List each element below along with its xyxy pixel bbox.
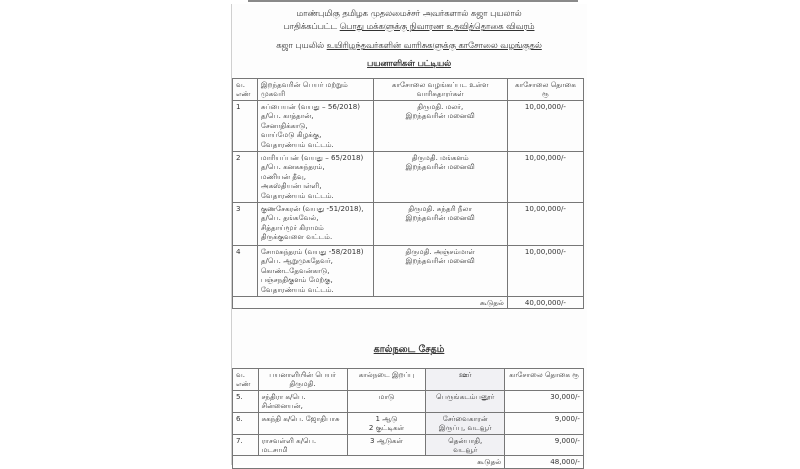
serial-cell: 2 — [233, 151, 258, 202]
recipient-line: திருமதி. அஞ்சம்மாள் — [405, 246, 475, 256]
table-header-row — [233, 369, 584, 391]
amount-cell: 10,00,000/- — [507, 245, 583, 296]
table-body — [233, 100, 584, 296]
village-cell — [426, 412, 505, 434]
loss-line: மாடு — [378, 391, 395, 401]
serial-cell: 7. — [233, 434, 259, 456]
recipient-line: இறந்தவரின் மனைவி — [405, 111, 475, 121]
deceased-beneficiaries-table — [232, 78, 584, 309]
address-line: சுப்பையன் (வயது – 56/2018) — [260, 101, 361, 111]
header-line-2-prefix: பாதிக்கப்பட்ட — [283, 21, 338, 31]
recipient-cell — [373, 100, 507, 151]
header-recipient: காசோலை வழங்கப்பட உள்ள வாரிசுதாரர்கள் — [373, 79, 507, 101]
address-line: பஞ்சநதிகுளம் மேற்கு, — [260, 275, 333, 285]
livestock-loss-table — [232, 368, 584, 469]
recipient-cell — [373, 202, 507, 245]
loss-line: 2 குட்டிகள் — [368, 423, 405, 433]
recipient-line: திருமதி. மங்களம் — [411, 152, 469, 162]
serial-cell: 1 — [233, 100, 258, 151]
loss-line: 3 ஆடுகள் — [369, 435, 403, 445]
livestock-loss-cell — [347, 412, 426, 434]
address-line: த/பெ. ஆறுமுகதேவர், — [260, 256, 333, 266]
beneficiary-list-title: பயனாளிகள் பட்டியல் — [367, 58, 451, 68]
amount-cell: 10,00,000/- — [507, 100, 583, 151]
address-line: அகஸ்தியன்பள்ளி, — [260, 181, 322, 191]
recipient-cell — [373, 151, 507, 202]
header-line-3-underlined: உயிரிழந்தவர்களின் வாரிசுகளுக்கு காசோலை வழங்குதல் — [326, 40, 542, 50]
address-line: த/பெ. கனகசுந்தரம், — [260, 162, 325, 172]
total-row — [233, 456, 584, 468]
header-serial: வ. எண் — [233, 79, 258, 101]
village-cell — [426, 434, 505, 456]
table-row — [233, 245, 584, 296]
table-row — [233, 151, 584, 202]
recipient-line: திருமதி. மலர், — [417, 101, 464, 111]
serial-cell: 6. — [233, 412, 259, 434]
amount-cell: 9,000/- — [505, 434, 584, 456]
header-name: பயனாளியின் பெயர் திருமதி. — [258, 369, 347, 391]
header-line-3-prefix: கஜா புயலில் — [276, 40, 325, 50]
address-line: மணியன் தீவு, — [260, 171, 307, 181]
address-line: வேதாரண்யம் வட்டம். — [260, 284, 334, 294]
address-line: மாரியப்பன் (வயது – 65/2018) — [260, 152, 364, 162]
serial-cell: 3 — [233, 202, 258, 245]
table-row — [233, 202, 584, 245]
address-line: வாய்மேடு கிழக்கு, — [260, 130, 322, 140]
address-line: சேனாதிக்காடு, — [260, 120, 308, 130]
address-line: த/பெ. காத்தான், — [260, 111, 314, 121]
table-row — [233, 412, 584, 434]
table-row — [233, 434, 584, 456]
recipient-line: இறந்தவரின் மனைவி — [405, 162, 475, 172]
beneficiary-name-cell: சுகந்தி க/பெ. ஜோதிபாசு — [258, 412, 347, 434]
table-body — [233, 390, 584, 456]
address-line: குணசேகரன் (வயது -51/2018), — [260, 203, 364, 213]
address-line: த/பெ. தங்கவேல், — [260, 213, 319, 223]
header-line-2 — [231, 21, 587, 33]
table-row — [233, 100, 584, 151]
name-address-cell — [257, 100, 373, 151]
amount-cell: 10,00,000/- — [507, 202, 583, 245]
address-line: சித்தாய்மூர் கிராமம் — [260, 222, 324, 232]
livestock-loss-title: கால்நடை சேதம் — [373, 344, 445, 355]
total-label: கூடுதல் — [233, 456, 505, 468]
header-amount: காசோலை தொகை ரூ — [505, 369, 584, 391]
header-amount: காசோலை தொகை ரூ — [507, 79, 583, 101]
header-line-3 — [231, 40, 587, 52]
recipient-cell — [373, 245, 507, 296]
amount-cell: 9,000/- — [505, 412, 584, 434]
serial-cell: 4 — [233, 245, 258, 296]
beneficiary-name-cell: சந்திரா க/பெ. சின்னையன், — [258, 390, 347, 412]
header-village: ஊர் — [426, 369, 505, 391]
recipient-line: இறந்தவரின் மனைவி — [405, 256, 475, 266]
table-row — [233, 390, 584, 412]
livestock-loss-cell — [347, 390, 426, 412]
amount-cell: 10,00,000/- — [507, 151, 583, 202]
header-line-1: மாண்புமிகு தமிழக முதலமைச்சர் அவர்களால் கஜா புயலால் — [296, 8, 522, 18]
address-line: கொண்டதேவன்காடு, — [260, 265, 330, 275]
address-line: திருக்குவளை வட்டம். — [260, 232, 333, 242]
total-value: 48,000/- — [505, 456, 584, 468]
top-border — [248, 0, 578, 2]
village-line: இருப்பு, வடவூர் — [438, 423, 492, 433]
total-row — [233, 296, 584, 308]
address-line: வேதாரண்யம் வட்டம். — [260, 190, 334, 200]
recipient-line: திருமதி. சுந்தரி நீலா — [408, 203, 473, 213]
village-line: பெருங்கடம்பனூர் — [436, 391, 495, 401]
beneficiary-name-cell: ராசவள்ளி க/பெ. மடசாமி — [258, 434, 347, 456]
serial-cell: 5. — [233, 390, 259, 412]
loss-line: 1 ஆடு — [375, 413, 398, 423]
header-loss: கால்நடை இறப்பு — [347, 369, 426, 391]
address-line: சோமசுந்தரம் (வயது -58/2018) — [260, 246, 364, 256]
total-label: கூடுதல் — [233, 296, 508, 308]
village-line: தென்பாதி, — [448, 435, 483, 445]
village-cell — [426, 390, 505, 412]
amount-cell: 30,000/- — [505, 390, 584, 412]
total-value: 40,00,000/- — [507, 296, 583, 308]
header-name-address: இறந்தவரின் பெயர் மற்றும் முகவரி — [257, 79, 373, 101]
name-address-cell — [257, 202, 373, 245]
table-header-row — [233, 79, 584, 101]
livestock-loss-cell — [347, 434, 426, 456]
village-line: சேர்வைகாரன் — [442, 413, 488, 423]
village-line: வடவூர் — [453, 444, 478, 454]
header-line-2-underlined: பொது மக்களுக்கு நிவாரண உதவித்தொகை விவரம் — [339, 21, 535, 31]
recipient-line: இறந்தவரின் மனைவி — [405, 213, 475, 223]
address-line: வேதாரண்யம் வட்டம். — [260, 139, 334, 149]
header-serial: வ. எண் — [233, 369, 259, 391]
name-address-cell — [257, 151, 373, 202]
name-address-cell — [257, 245, 373, 296]
